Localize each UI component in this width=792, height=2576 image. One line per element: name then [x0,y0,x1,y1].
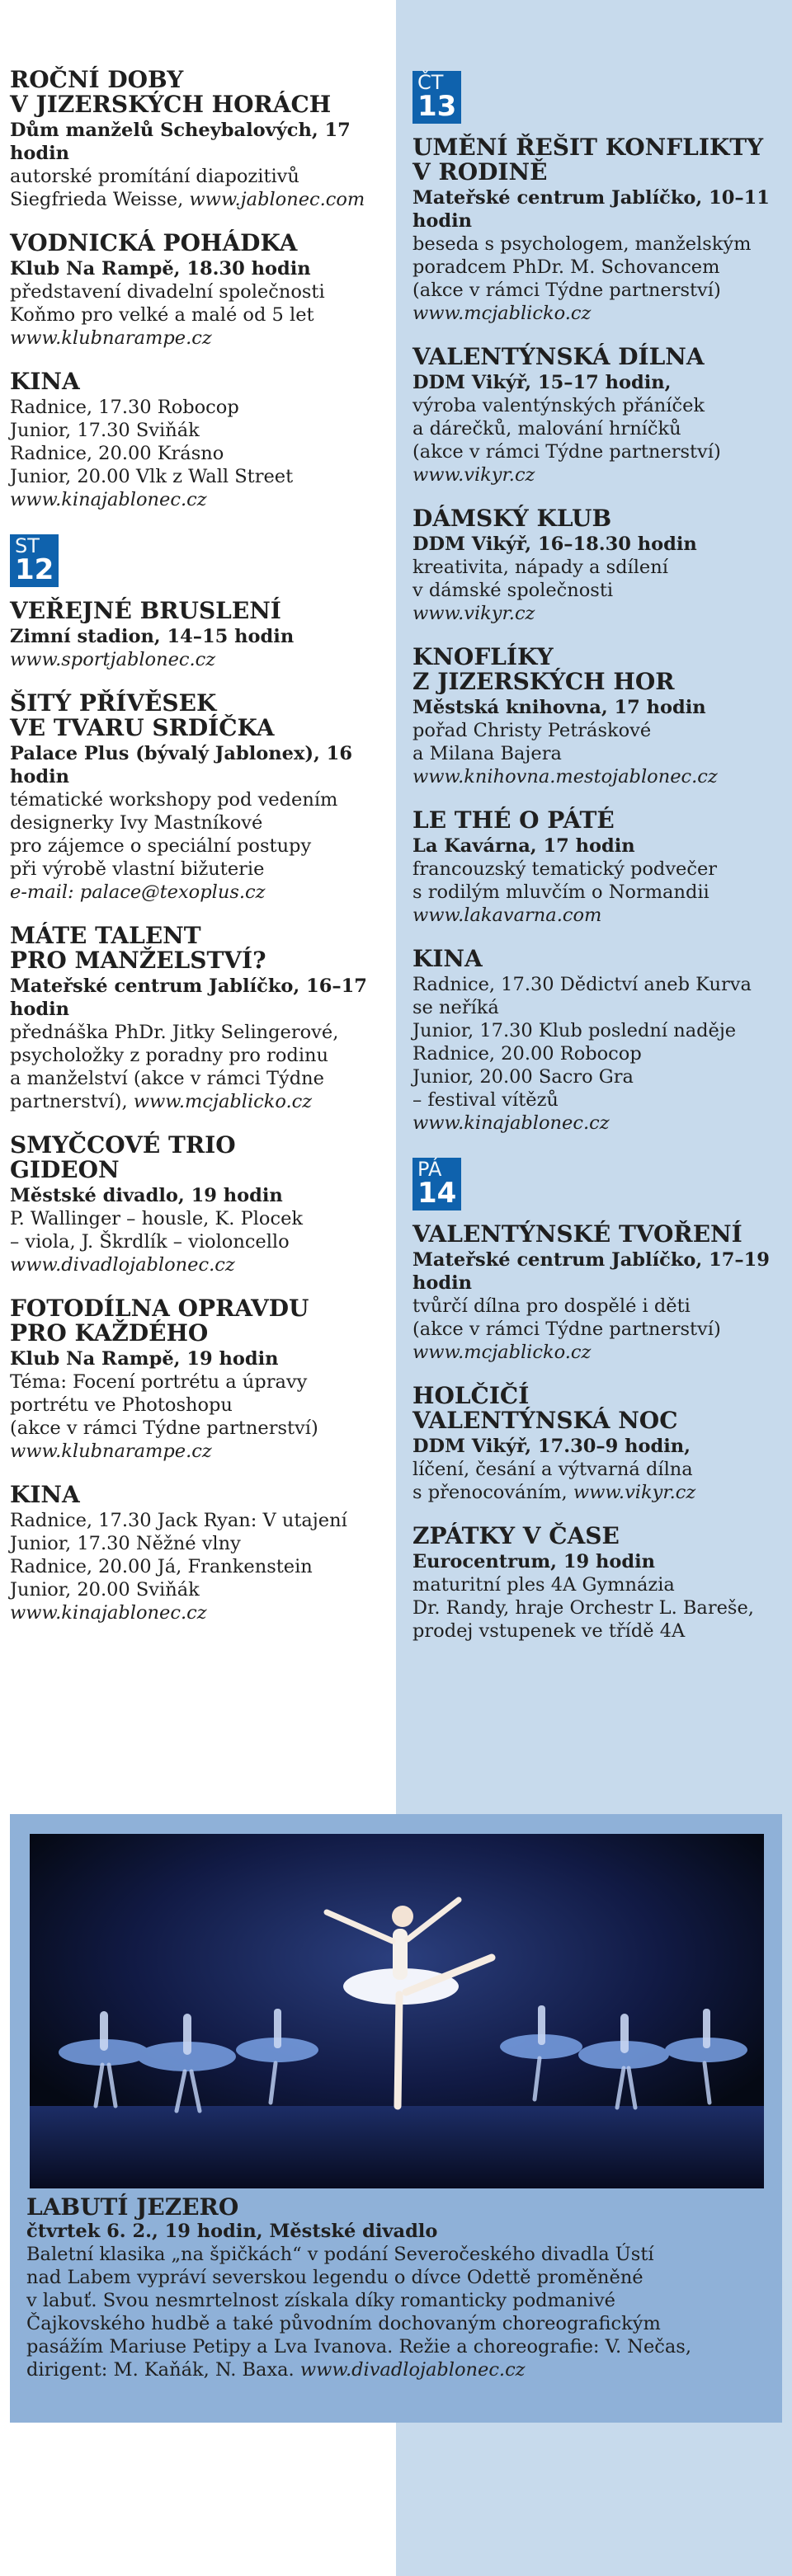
event-item [412,1524,776,1643]
kino-link[interactable]: www.kinajablonec.cz [10,489,207,510]
feature-description-line: pasážím Mariuse Petipy a Lva Ivanova. Režie a choreografie: V. Nečas, [26,2336,692,2357]
event-title [10,599,388,623]
event-title-line: KNOFLÍKY [412,643,554,670]
feature-description-line: Baletní klasika „na špičkách“ v podání Severočeského divadla Ústí [26,2244,654,2265]
event-item [412,506,776,625]
event-item [412,1222,776,1364]
event-description [412,394,776,463]
event-description-line: kreativita, nápady a sdílení [412,557,668,578]
event-title-line: VODNICKÁ POHÁDKA [10,229,298,256]
event-title-line: Z JIZERSKÝCH HOR [412,668,675,695]
event-description-line: (akce v rámci Týdne partnerství) [412,1319,721,1340]
event-item [412,1384,776,1504]
event-title-line: ŠITÝ PŘÍVĚSEK [10,689,217,717]
event-description-line: a Milana Bajera [412,743,562,764]
event-description-line: – viola, J. Škrdlík – violoncello [10,1231,290,1253]
event-title-line: UMĚNÍ ŘEŠIT KONFLIKTY [412,134,764,161]
event-item [10,924,388,1113]
event-title-line: V RODINĚ [412,158,548,186]
event-item [412,645,776,788]
event-link[interactable]: www.klubnarampe.cz [10,327,212,349]
kino-title: KINA [412,945,483,972]
event-description [10,165,388,211]
event-link[interactable]: www.jablonec.com [189,189,365,210]
event-link[interactable]: www.divadlojablonec.cz [10,1254,235,1276]
kino-block-2 [10,1483,388,1624]
event-title-line: VALENTÝNSKÁ DÍLNA [412,343,705,370]
event-link[interactable]: e-mail: palace@texoplus.cz [10,881,266,903]
kino-line: Junior, 20.00 Sviňák [10,1579,200,1601]
event-title-line: FOTODÍLNA OPRAVDU [10,1295,309,1322]
left-events-after [10,599,388,1463]
event-title-line: PRO KAŽDÉHO [10,1319,209,1347]
event-item [412,808,776,927]
kino-line: Radnice, 20.00 Robocop [412,1043,642,1065]
event-title [10,68,388,117]
day-name: ČT [417,71,444,94]
kino-line: Junior, 17.30 Klub poslední naděje [412,1020,737,1041]
kino-lines [412,973,776,1112]
event-link[interactable]: www.mcjablicko.cz [133,1091,313,1112]
event-description-line: přednáška PhDr. Jitky Selingerové, [10,1022,339,1043]
event-description-line: maturitní ples 4A Gymnázia [412,1574,675,1596]
event-description-line: Siegfrieda Weisse, www.jablonec.com [10,189,365,210]
ballet-photo [30,1834,764,2188]
kino-line: Junior, 20.00 Sacro Gra [412,1066,634,1088]
feature-place: čtvrtek 6. 2., 19 hodin, Městské divadlo [26,2221,438,2242]
event-title-line: V JIZERSKÝCH HORÁCH [10,91,332,118]
event-title [412,1384,776,1433]
right-events-13 [412,135,776,927]
feature-box [10,1814,782,2423]
kino-line: Radnice, 17.30 Jack Ryan: V utajení [10,1510,347,1531]
day-name: PÁ [417,1158,442,1181]
event-description-line: při výrobě vlastní bižuterie [10,858,265,880]
kino-title: KINA [10,368,80,395]
event-title-line: HOLČIČÍ [412,1382,530,1409]
kino-line: – festival vítězů [412,1089,559,1111]
event-link[interactable]: www.sportjablonec.cz [10,649,216,670]
event-link[interactable]: www.vikyr.cz [412,464,535,486]
kino-line: Radnice, 20.00 Já, Frankenstein [10,1556,313,1577]
feature-link[interactable]: www.divadlojablonec.cz [299,2359,526,2381]
event-description [10,280,388,327]
event-title [10,691,388,740]
event-title [10,924,388,973]
event-place: DDM Vikýř, 16–18.30 hodin [412,534,697,555]
event-description-line: partnerství), www.mcjablicko.cz [10,1091,313,1112]
event-description-line: psycholožky z poradny pro rodinu [10,1045,329,1066]
event-description [412,233,776,302]
event-description-line: poradcem PhDr. M. Schovancem [412,256,720,278]
event-place: Zimní stadion, 14–15 hodin [10,626,295,647]
event-item [10,68,388,211]
feature-description-line: dirigent: M. Kaňák, N. Baxa. www.divadlojablonec.cz [26,2359,526,2381]
day-badge-thursday [412,71,461,124]
event-place: Klub Na Rampě, 18.30 hodin [10,258,311,280]
kino-line: Junior, 20.00 Vlk z Wall Street [10,466,294,487]
kino-lines [10,1509,388,1601]
event-description-line: (akce v rámci Týdne partnerství) [412,280,721,301]
event-place: Městské divadlo, 19 hodin [10,1185,283,1206]
kino-line: Junior, 17.30 Něžné vlny [10,1533,241,1554]
feature-description [26,2243,769,2381]
event-description-line: (akce v rámci Týdne partnerství) [412,441,721,463]
kino-line: Junior, 17.30 Sviňák [10,420,200,441]
kino-title: KINA [10,1481,80,1508]
event-description-line: P. Wallinger – housle, K. Plocek [10,1208,304,1229]
event-link[interactable]: www.klubnarampe.cz [10,1441,212,1462]
feature-description-line: Čajkovského hudbě a také původním dochovaným choreografickým [26,2313,661,2334]
event-description-line: beseda s psychologem, manželským [412,233,752,255]
event-item [10,1296,388,1463]
event-description-line: (akce v rámci Týdne partnerství) [10,1417,318,1439]
event-title-line: MÁTE TALENT [10,922,201,949]
event-description [412,1295,776,1341]
right-events-14 [412,1222,776,1643]
event-description-line: s rodilým mluvčím o Normandii [412,881,710,903]
event-title [10,1296,388,1346]
event-description [10,1207,388,1253]
event-description-line: pořad Christy Petráskové [412,720,652,741]
event-title-line: DÁMSKÝ KLUB [412,505,612,532]
event-title-line: LE THÉ O PÁTÉ [412,806,615,834]
event-link[interactable]: www.vikyr.cz [573,1482,696,1503]
event-title-line: VE TVARU SRDÍČKA [10,714,275,741]
event-title [412,1222,776,1247]
event-description-line: Koňmo pro velké a malé od 5 let [10,304,314,326]
event-place: Mateřské centrum Jablíčko, 10–11 hodin [412,187,770,232]
event-description-line: tvůrčí dílna pro dospělé i děti [412,1295,691,1317]
event-place: Mateřské centrum Jablíčko, 16–17 hodin [10,975,367,1020]
feature-description-line: v labuť. Svou nesmrtelnost získala díky romanticky podmanivé [26,2290,616,2311]
kino-block-3 [412,947,776,1135]
event-title [10,231,388,256]
swan-lake-ballet-image [30,1834,764,2188]
kino-line: se neříká [412,997,499,1018]
event-link[interactable]: www.mcjablicko.cz [412,303,592,324]
kino-line: Radnice, 20.00 Krásno [10,443,224,464]
event-description-line: tématické workshopy pod vedením [10,789,338,811]
event-title-line: VALENTÝNSKÉ TVOŘENÍ [412,1220,742,1248]
event-description-line: výroba valentýnských přáníček [412,395,705,416]
event-item [10,599,388,671]
event-place: Eurocentrum, 19 hodin [412,1551,655,1572]
kino-block-1 [10,369,388,511]
event-description-line: autorské promítání diapozitivů [10,166,299,187]
day-name: ST [15,534,40,557]
event-title-line: ZPÁTKY V ČASE [412,1522,620,1549]
day-number: 12 [15,553,54,586]
day-number: 14 [417,1177,457,1210]
day-badge-friday [412,1158,461,1210]
feature-caption [26,2195,769,2381]
kino-line: Radnice, 17.30 Robocop [10,397,239,418]
feature-description-line: nad Labem vypráví severskou legendu o dívce Odettě proměněné [26,2267,644,2288]
event-link[interactable]: www.vikyr.cz [412,603,535,624]
event-title-line: ROČNÍ DOBY [10,66,184,93]
event-description [412,1458,776,1504]
event-title-line: SMYČCOVÉ TRIO [10,1131,236,1159]
event-place: La Kavárna, 17 hodin [412,835,635,857]
event-description-line: francouzský tematický podvečer [412,858,718,880]
event-item [10,691,388,904]
event-title-line: VEŘEJNÉ BRUSLENÍ [10,597,281,624]
event-item [412,135,776,325]
event-link[interactable]: www.mcjablicko.cz [412,1342,592,1363]
event-description [412,858,776,904]
event-description-line: líčení, česání a výtvarná dílna [412,1459,693,1480]
kino-link[interactable]: www.kinajablonec.cz [10,1602,207,1624]
event-item [412,345,776,487]
left-events-before [10,68,388,350]
event-description [10,1370,388,1440]
right-column [412,68,776,1662]
kino-lines [10,396,388,488]
event-place: Klub Na Rampě, 19 hodin [10,1348,279,1370]
event-place: DDM Vikýř, 17.30–9 hodin, [412,1436,691,1457]
event-item [10,1133,388,1276]
event-place: DDM Vikýř, 15–17 hodin, [412,372,672,393]
event-place: Palace Plus (bývalý Jablonex), 16 hodin [10,743,352,787]
event-title [412,1524,776,1549]
event-title [412,345,776,369]
day-number: 13 [417,90,457,123]
event-description-line: Dr. Randy, hraje Orchestr L. Bareše, [412,1597,754,1619]
event-title-line: VALENTÝNSKÁ NOC [412,1407,678,1434]
event-title-line: GIDEON [10,1156,120,1183]
event-description-line: portrétu ve Photoshopu [10,1394,233,1416]
event-description [412,1573,776,1643]
event-description-line: Téma: Focení portrétu a úpravy [10,1371,308,1393]
event-title [412,506,776,531]
event-description-line: prodej vstupenek ve třídě 4A [412,1620,686,1642]
event-description-line: a dárečků, malování hrníčků [412,418,681,440]
event-description-line: představení divadelní společnosti [10,281,325,303]
event-description-line: s přenocováním, www.vikyr.cz [412,1482,696,1503]
event-link[interactable]: www.knihovna.mestojablonec.cz [412,766,718,787]
event-description [10,1021,388,1113]
event-title-line: PRO MANŽELSTVÍ? [10,947,266,974]
event-description-line: v dámské společnosti [412,580,614,601]
event-description [10,788,388,881]
event-place: Dům manželů Scheybalových, 17 hodin [10,120,351,164]
event-description-line: designerky Ivy Mastníkové [10,812,263,834]
event-link[interactable]: www.lakavarna.com [412,905,602,926]
event-place: Mateřské centrum Jablíčko, 17–19 hodin [412,1249,770,1294]
event-title [10,1133,388,1182]
event-description [412,719,776,765]
day-badge-wednesday [10,534,59,587]
event-description-line: pro zájemce o speciální postupy [10,835,312,857]
feature-title: LABUTÍ JEZERO [26,2193,239,2221]
event-place: Městská knihovna, 17 hodin [412,697,706,718]
event-item [10,231,388,350]
event-title [412,135,776,185]
left-column [10,68,388,1644]
kino-link[interactable]: www.kinajablonec.cz [412,1112,610,1134]
event-title [412,645,776,694]
event-title [412,808,776,833]
kino-line: Radnice, 17.30 Dědictví aneb Kurva [412,974,752,995]
event-description [412,556,776,602]
event-description-line: a manželství (akce v rámci Týdne [10,1068,324,1089]
